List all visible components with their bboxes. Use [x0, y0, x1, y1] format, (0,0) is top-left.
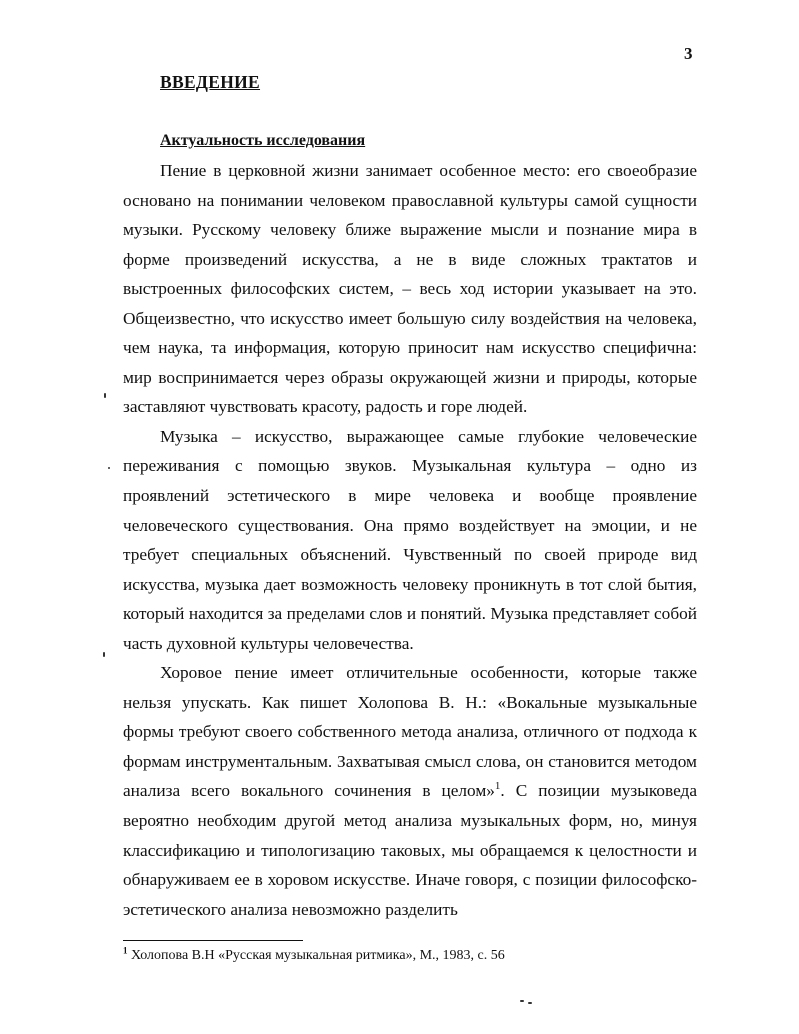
scan-speck [520, 1000, 524, 1002]
paragraph-1: Пение в церковной жизни занимает особенное место: его своеобразие основано на понимании человеком православной культуры самой сущности музыки. Русскому человеку ближе выражение мысли и познание мира в форме произведений искусства, а не в виде сложных трактатов и выстроенных философских систем, – весь ход истории указывает на это. Общеизвестно, что искусство имеет большую силу воздействия на человека, чем наука, та информация, которую приносит нам искусство специфична: мир воспринимается через образы окружающей жизни и природы, которые заставляют чувствовать красоту, радость и горе людей. [123, 161, 697, 417]
paragraph-3-text-before: Хоровое пение имеет отличительные особенности, которые также нельзя упускать. Как пишет Холопова В. Н.: «Вокальные музыкальные формы требуют своего собственного метода анализа, отличного от подхода к формам инструментальным. Захватывая смысл слова, он становится методом анализа всего вокального сочинения в целом» [123, 663, 697, 801]
paragraph-3 [123, 658, 697, 924]
scan-speck [103, 652, 105, 657]
body-text [123, 156, 697, 924]
section-subheading: Актуальность исследования [160, 132, 366, 149]
footnote-text: Холопова В.Н «Русская музыкальная ритмика», М., 1983, с. 56 [127, 948, 505, 963]
scan-speck [104, 393, 106, 398]
page-title: ВВЕДЕНИЕ [160, 72, 261, 92]
scan-speck [528, 1002, 532, 1004]
scan-speck [108, 467, 110, 469]
paragraph-3-text-after: . С позиции музыковеда вероятно необходим другой метод анализа музыкальных форм, но, минуя классификацию и типологизацию таковых, мы обращаемся к целостности и обнаруживаем ее в хоровом искусстве. Иначе говоря, с позиции философско-эстетического анализа невозможно разделить [123, 781, 697, 919]
footnote-divider [123, 940, 303, 941]
footnote-mark: 1 [123, 945, 128, 956]
footnote-reference: 1 [494, 780, 501, 793]
paragraph-2: Музыка – искусство, выражающее самые глубокие человеческие переживания с помощью звуков. Музыкальная культура – одно из проявлений эстетического в мире человека и вообще проявление человеческого существования. Она прямо воздействует на эмоции, и не требует специальных объяснений. Чувственный по своей природе вид искусства, музыка дает возможность человеку проникнуть в тот слой бытия, который находится за пределами слов и понятий. Музыка представляет собой часть духовной культуры человечества. [123, 426, 697, 653]
page-number: 3 [684, 44, 693, 63]
footnote [123, 945, 505, 964]
